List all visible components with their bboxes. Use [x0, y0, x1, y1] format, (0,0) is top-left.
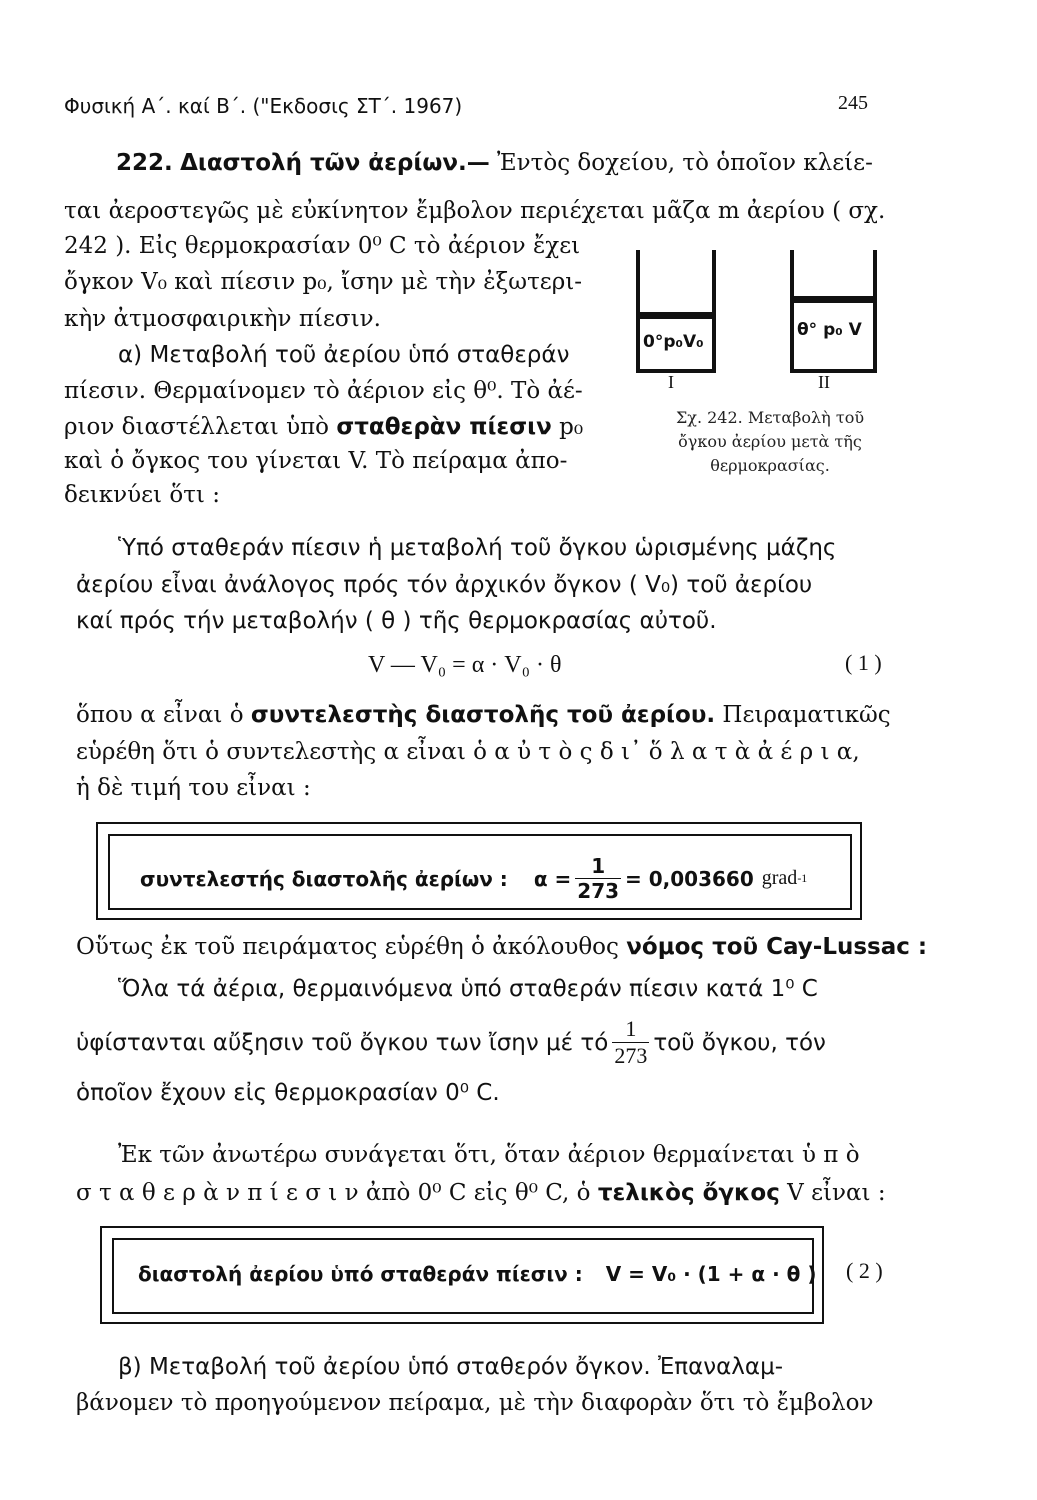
- fraction-1-273: $\frac{1}{273}$: [614, 1016, 648, 1068]
- rule-line: καί πρός τήν μεταβολήν ( θ ) τῆς θερμοκρασίας αὐτοῦ.: [76, 608, 717, 634]
- rule-line: Ὑπό σταθεράν πίεσιν ἡ μεταβολή τοῦ ὄγκου ὡρισμένης μάζης: [118, 535, 837, 561]
- section-number: 222.: [116, 150, 173, 176]
- rule-line: ἀερίου εἶναι ἀνάλογος πρός τόν ἀρχικόν ὄγκον ( V₀) τοῦ ἀερίου: [76, 572, 813, 598]
- part-a-line: πίεσιν. Θερμαίνομεν τὸ ἀέριον εἰς θ⁰. Τὸ ἀέ-: [64, 378, 583, 404]
- part-a-line: δεικνύει ὅτι :: [64, 482, 221, 508]
- part-a-line: καὶ ὁ ὄγκος του γίνεται V. Τὸ πείραμα ἀπο-: [64, 448, 568, 474]
- figure-caption-line: ὄγκου ἀερίου μετὰ τῆς: [678, 432, 862, 451]
- equation-1: V — V₀ = α · V₀ · θ: [368, 652, 562, 678]
- cylinder-2-label: θ° p₀ V: [797, 320, 862, 340]
- cylinder-1-roman: I: [668, 372, 674, 392]
- law-intro: Οὕτως ἐκ τοῦ πειράματος εὑρέθη ὁ ἀκόλουθος νόμος τοῦ Cay-Lussac :: [76, 934, 928, 960]
- boxed-equation-1: [96, 822, 862, 920]
- figure-caption-line: θερμοκρασίας.: [710, 456, 830, 475]
- intro-line: ὄγκον V₀ καὶ πίεσιν p₀, ἴσην μὲ τὴν ἐξωτερι-: [64, 269, 583, 295]
- conclusion-line: Ἐκ τῶν ἀνωτέρω συνάγεται ὅτι, ὅταν ἀέριον θερμαίνεται ὑ π ὸ: [118, 1142, 860, 1168]
- law-name: νόμος τοῦ Cay-Lussac :: [626, 934, 928, 960]
- boxed-equation-2-inner: [112, 1238, 817, 1314]
- page-number: 245: [838, 92, 868, 114]
- intro-line: ται ἀεροστεγῶς μὲ εὐκίνητον ἔμβολον περιέχεται μᾶζα m ἀερίου ( σχ.: [64, 198, 886, 224]
- running-header: Φυσική Α΄. καί Β΄. ("Εκδοσις ΣΤ΄. 1967): [64, 94, 463, 118]
- cylinder-1-label: 0°p₀V₀: [643, 332, 704, 352]
- coef-line: εὑρέθη ὅτι ὁ συντελεστὴς α εἶναι ὁ α ὐ τ ὸ ς δ ι᾽ ὅ λ α τ ὰ ἀ έ ρ ι α,: [76, 739, 860, 765]
- boxed-equation-2: [100, 1226, 824, 1324]
- cylinder-2-roman: II: [818, 372, 830, 392]
- bold-term: συντελεστὴς διαστολῆς τοῦ ἀερίου.: [250, 702, 716, 728]
- section-heading: [116, 148, 873, 178]
- equation-2-number: ( 2 ): [846, 1258, 883, 1283]
- piston-2: [792, 296, 875, 303]
- piston-1: [638, 312, 714, 319]
- coef-line: ἡ δὲ τιμή του εἶναι :: [76, 775, 311, 801]
- intro-text: Ἐντὸς δοχείου, τὸ ὁποῖον κλείε-: [497, 150, 873, 176]
- law-line: ὑφίστανται αὔξησιν τοῦ ὄγκου των ἴσην μέ τό $\frac{1}{273}$ τοῦ ὄγκου, τόν: [76, 1016, 826, 1068]
- boxed-equation-1-inner: [108, 834, 852, 910]
- bold-term: τελικὸς ὄγκος: [597, 1180, 780, 1206]
- part-b-heading: β) Μεταβολή τοῦ ἀερίου ὑπό σταθερόν ὄγκον. Ἐπαναλαμ-: [118, 1354, 784, 1380]
- alpha-definition: συντελεστής διαστολῆς ἀερίων : α = $\frac{1}{273}$ = 0,003660 grad -1: [140, 854, 808, 903]
- equation-1-number: ( 1 ): [845, 650, 882, 675]
- cylinders-diagram: [630, 240, 890, 380]
- part-a-heading: α) Μεταβολή τοῦ ἀερίου ὑπό σταθεράν: [118, 342, 570, 368]
- law-line: Ὅλα τά ἀέρια, θερμαινόμενα ὑπό σταθεράν πίεσιν κατά 1⁰ C: [118, 976, 818, 1002]
- expansion-formula: διαστολή ἀερίου ὑπό σταθεράν πίεσιν : V = V₀ · (1 + α · θ ): [138, 1262, 817, 1286]
- law-line: ὁποῖον ἔχουν εἰς θερμοκρασίαν 0⁰ C.: [76, 1080, 500, 1106]
- section-title: Διαστολή τῶν ἀερίων.—: [180, 150, 490, 176]
- coef-line: ὅπου α εἶναι ὁ συντελεστὴς διαστολῆς τοῦ ἀερίου. Πειραματικῶς: [76, 702, 891, 728]
- fraction-1-273: $\frac{1}{273}$: [577, 854, 620, 903]
- figure-caption-line: Σχ. 242. Μεταβολὴ τοῦ: [675, 408, 865, 427]
- intro-line: κὴν ἀτμοσφαιρικὴν πίεσιν.: [64, 306, 381, 332]
- bold-term: σταθερὰν πίεσιν: [336, 414, 552, 440]
- part-a-line: ριον διαστέλλεται ὑπὸ σταθερὰν πίεσιν p₀: [64, 414, 584, 440]
- part-b-line: βάνομεν τὸ προηγούμενον πείραμα, μὲ τὴν διαφορὰν ὅτι τὸ ἔμβολον: [76, 1390, 874, 1416]
- conclusion-line: σ τ α θ ε ρ ὰ ν π ί ε σ ι ν ἀπὸ 0⁰ C εἰς θ⁰ C, ὁ τελικὸς ὄγκος V εἶναι :: [76, 1180, 886, 1206]
- intro-line: 242 ). Εἰς θερμοκρασίαν 0⁰ C τὸ ἀέριον ἔχει: [64, 233, 581, 259]
